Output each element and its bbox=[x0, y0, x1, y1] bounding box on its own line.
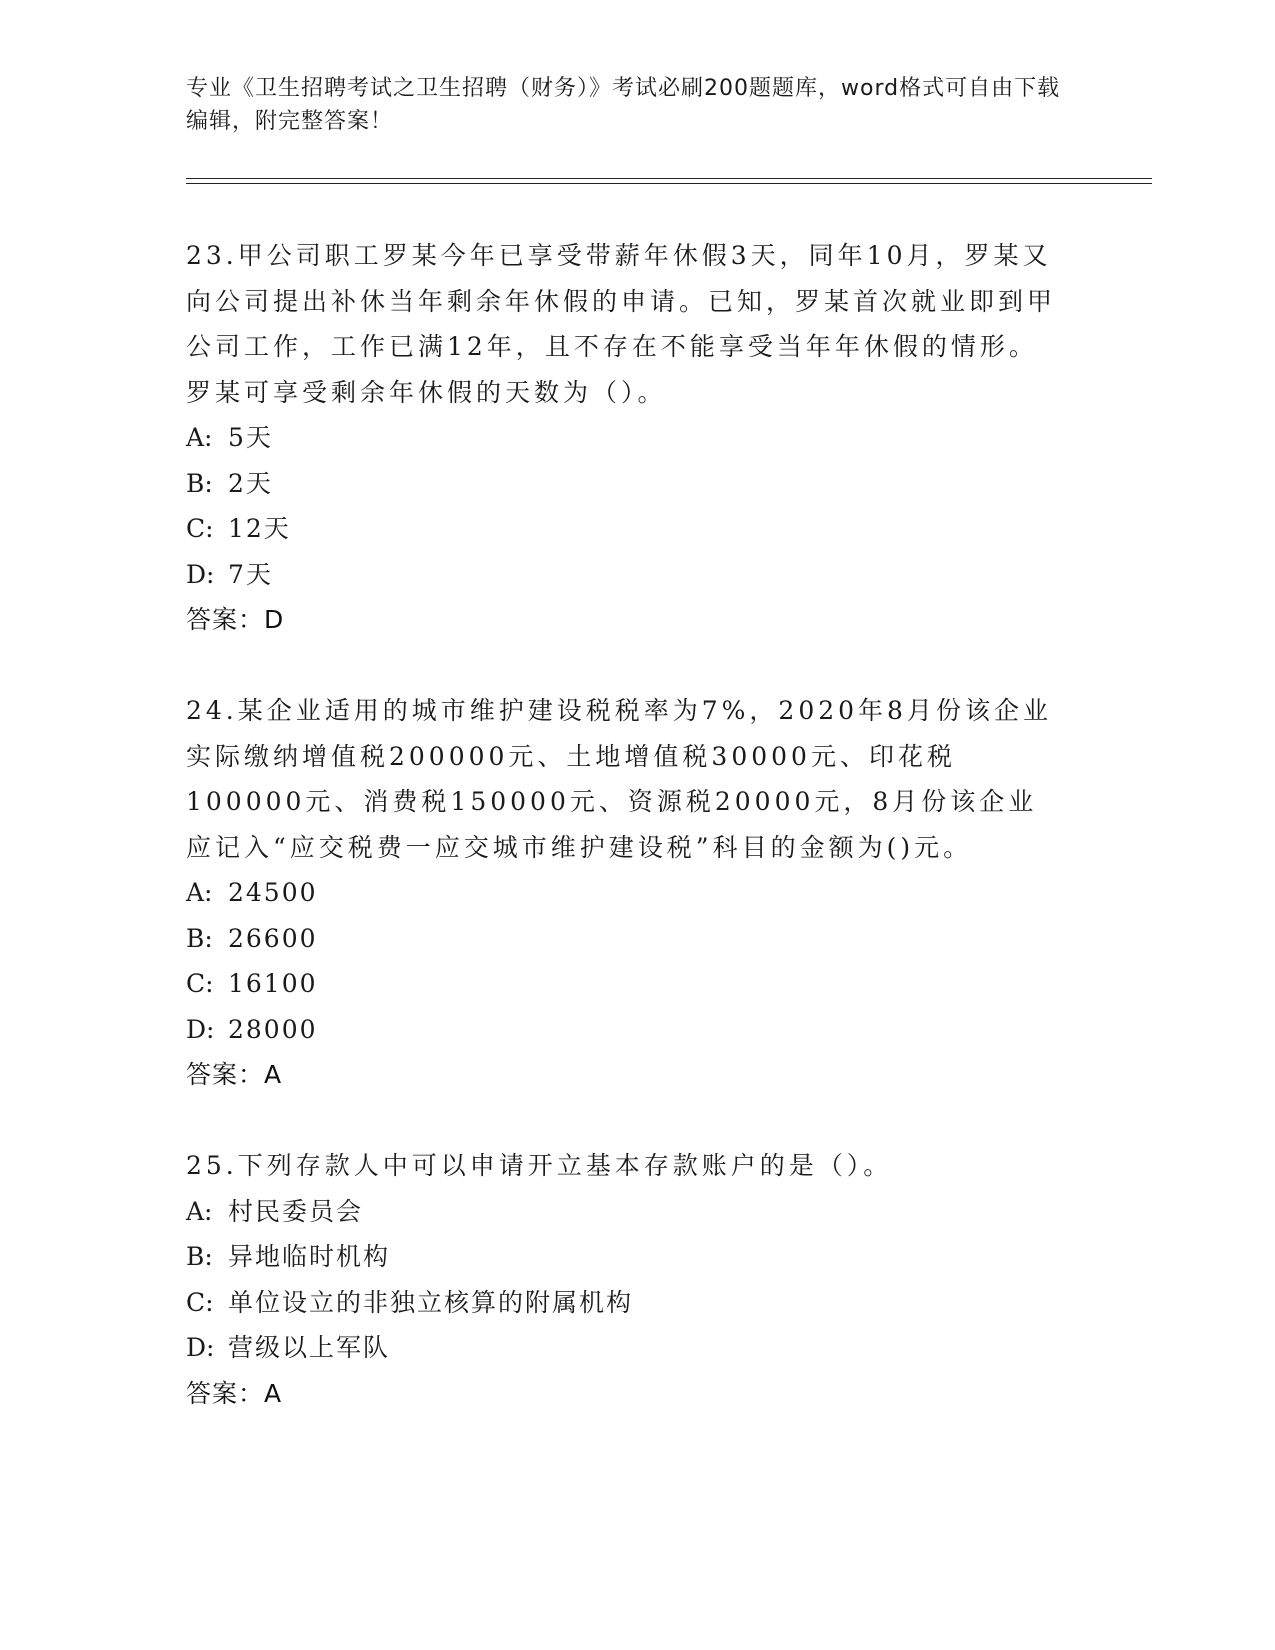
option-text: 5天 bbox=[228, 423, 273, 452]
header-divider-top bbox=[186, 178, 1152, 179]
answer-value: A bbox=[264, 1060, 283, 1089]
option-letter: C: bbox=[186, 969, 214, 998]
header-divider-bottom bbox=[186, 183, 1152, 184]
answer-line bbox=[186, 1371, 1066, 1417]
option-letter: C: bbox=[186, 1287, 214, 1317]
answer-value: A bbox=[264, 1378, 283, 1408]
option-text: 26600 bbox=[228, 923, 318, 953]
answer-label: 答案： bbox=[186, 1060, 265, 1089]
option-text: 单位设立的非独立核算的附属机构 bbox=[228, 1287, 634, 1317]
question-stem: 24.某企业适用的城市维护建设税税率为7%，2020年8月份该企业实际缴纳增值税200000元、土地增值税30000元、印花税100000元、消费税150000元、资源税20000元，8月份该企业应记入“应交税费一应交城市维护建设税”科目的金额为()元。 bbox=[186, 696, 1052, 862]
option-letter: B: bbox=[186, 1242, 213, 1271]
question-block bbox=[186, 688, 1066, 1098]
question-block bbox=[186, 233, 1066, 643]
option-b bbox=[186, 916, 1066, 962]
option-letter: A: bbox=[186, 423, 213, 452]
document-header: 专业《卫生招聘考试之卫生招聘（财务）》考试必刷200题题库，word格式可自由下载编辑，附完整答案！ bbox=[186, 76, 1061, 134]
answer-label: 答案： bbox=[186, 605, 265, 634]
option-b bbox=[186, 461, 1066, 507]
answer-value: D bbox=[264, 605, 285, 634]
answer-line bbox=[186, 1052, 1066, 1098]
option-text: 营级以上军队 bbox=[228, 1333, 391, 1362]
option-text: 16100 bbox=[228, 969, 318, 998]
option-a bbox=[186, 1189, 1066, 1235]
answer-label: 答案： bbox=[186, 1378, 265, 1408]
option-text: 28000 bbox=[228, 1014, 318, 1044]
question-stem: 23.甲公司职工罗某今年已享受带薪年休假3天，同年10月，罗某又向公司提出补休当年剩余年休假的申请。已知，罗某首次就业即到甲公司工作，工作已满12年，且不存在不能享受当年年休假的情形。罗某可享受剩余年休假的天数为（）。 bbox=[186, 241, 1057, 407]
option-text: 村民委员会 bbox=[228, 1196, 364, 1226]
option-c bbox=[186, 961, 1066, 1007]
option-letter: A: bbox=[186, 1196, 213, 1226]
option-letter: A: bbox=[186, 878, 213, 907]
option-text: 2天 bbox=[228, 468, 273, 498]
option-text: 24500 bbox=[228, 878, 318, 907]
option-text: 7天 bbox=[228, 559, 273, 589]
option-b bbox=[186, 1234, 1066, 1280]
option-letter: D: bbox=[186, 559, 215, 589]
option-c bbox=[186, 506, 1066, 552]
question-block bbox=[186, 1143, 1066, 1416]
option-a bbox=[186, 415, 1066, 461]
option-d bbox=[186, 1007, 1066, 1053]
option-c bbox=[186, 1280, 1066, 1326]
option-letter: B: bbox=[186, 923, 213, 953]
option-d bbox=[186, 552, 1066, 598]
option-letter: C: bbox=[186, 514, 214, 543]
answer-line bbox=[186, 597, 1066, 643]
option-text: 异地临时机构 bbox=[228, 1242, 391, 1271]
option-letter: B: bbox=[186, 468, 213, 498]
option-a bbox=[186, 870, 1066, 916]
option-letter: D: bbox=[186, 1333, 215, 1362]
question-stem: 25.下列存款人中可以申请开立基本存款账户的是（）。 bbox=[186, 1151, 893, 1180]
option-d bbox=[186, 1325, 1066, 1371]
option-letter: D: bbox=[186, 1014, 215, 1044]
option-text: 12天 bbox=[228, 514, 291, 543]
